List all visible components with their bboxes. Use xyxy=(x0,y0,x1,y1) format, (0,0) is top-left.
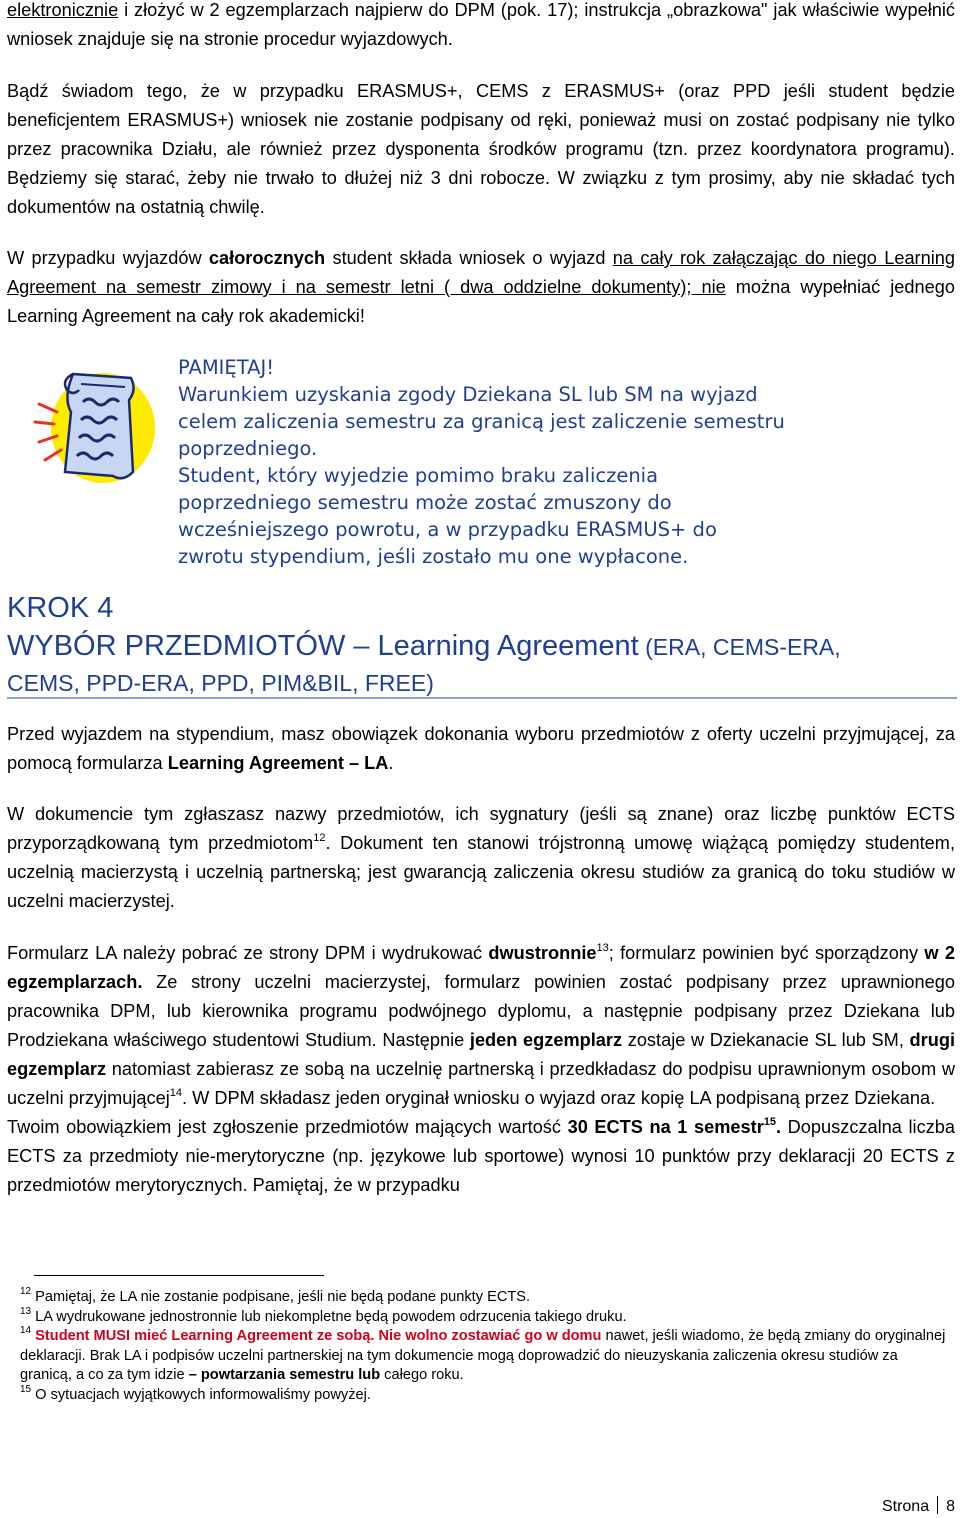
footnote-text: Pamiętaj, że LA nie zostanie podpisane, jeśli nie będą podane punkty ECTS. xyxy=(31,1289,531,1305)
bold-span: drugi egzemplarz xyxy=(7,1030,955,1079)
page-number-footer xyxy=(882,1496,955,1516)
footnote-text: całego roku. xyxy=(380,1367,464,1383)
footnote-text: O sytuacjach wyjątkowych informowaliśmy powyżej. xyxy=(31,1386,371,1403)
bold-span: 30 ECTS na 1 semestr xyxy=(567,1117,764,1137)
heading-step-number: KROK 4 xyxy=(7,592,114,624)
section-heading-krok-4 xyxy=(7,590,955,699)
remember-line: Student, który wyjedzie pomimo braku zaliczenia xyxy=(178,464,659,487)
footnote-warning: Student MUSI mieć Learning Agreement ze sobą. xyxy=(31,1328,375,1344)
footnote-ref-12[interactable]: 12 xyxy=(313,831,326,844)
footnote-number: 12 xyxy=(20,1286,32,1298)
page-number: 8 xyxy=(946,1498,955,1515)
remember-line: celem zaliczenia semestru za granicą jest zaliczenie semestru xyxy=(178,410,785,433)
footer-separator xyxy=(937,1496,938,1514)
heading-title-programs: (ERA, CEMS-ERA, xyxy=(638,634,841,660)
remember-line: poprzedniego semestru może zostać zmuszony do xyxy=(178,491,672,514)
paragraph-application-submission xyxy=(7,0,955,54)
paragraph-full-year-trips xyxy=(7,244,955,331)
text-span: można wypełniać jednego Learning Agreement na cały rok akademicki! xyxy=(7,277,955,326)
heading-title xyxy=(7,626,955,667)
text-span: student składa wniosek o wyjazd xyxy=(325,248,613,268)
remember-heading: PAMIĘTAJ! xyxy=(178,356,275,379)
footnote-separator xyxy=(34,1275,324,1276)
text-span: Formularz LA należy pobrać ze strony DPM i wydrukować xyxy=(7,943,489,963)
text-span: zostaje w Dziekanacie SL lub SM, xyxy=(622,1030,910,1050)
remember-text xyxy=(178,354,938,570)
text-span: natomiast zabierasz ze sobą na uczelnię partnerską i przedkładasz do podpisu uprawnionym osobom w uczelni przyjmującej xyxy=(7,1059,955,1108)
text-span: W przypadku wyjazdów xyxy=(7,248,209,268)
footnote-bold: – powtarzania semestru lub xyxy=(188,1367,381,1383)
heading-divider xyxy=(7,697,957,699)
footnote-ref-14[interactable]: 14 xyxy=(169,1086,182,1099)
paragraph-erasmus-signature: Bądź świadom tego, że w przypadku ERASMUS+, CEMS z ERASMUS+ (oraz PPD jeśli student będzie beneficjentem ERASMUS+) wniosek nie zostanie podpisany od ręki, ponieważ musi on zostać podpisany nie tylko przez pracownika Działu, ale również przez dysponenta środków programu (tzn. przez koordynatora programu). Będziemy się starać, żeby nie trwało to dłużej niż 3 dni robocze. W związku z tym prosimy, aby nie składać tych dokumentów na ostatnią chwilę. xyxy=(7,81,955,217)
memo-note-icon xyxy=(33,360,163,490)
text-span: . xyxy=(388,753,394,773)
paragraph-la-obligation xyxy=(7,720,955,778)
footnote-number: 14 xyxy=(20,1325,32,1337)
remember-line: zwrotu stypendium, jeśli zostało mu one wypłacone. xyxy=(178,545,689,568)
text-span: ; formularz powinien być sporządzony xyxy=(608,943,925,963)
text-span: Przed wyjazdem na stypendium, masz obowiązek dokonania wyboru przedmiotów z oferty uczelni przyjmującej, za pomocą formularza xyxy=(7,724,955,773)
footnote-number: 13 xyxy=(20,1305,32,1317)
bold-span: jeden egzemplarz xyxy=(469,1030,623,1050)
footnote-warning: Nie wolno zostawiać go w domu xyxy=(374,1328,602,1344)
footnote-14 xyxy=(20,1327,950,1386)
footnote-text: nawet, jeśli wiadomo, że będą zmiany do oryginalnej deklaracji. Brak LA i podpisów uczelni partnerskiej na tym dokumencie mogą doprowadzić do nieuzyskania zaliczenia okresu studiów za granicą, a co za tym idzie xyxy=(20,1328,946,1383)
footnote-text: LA wydrukowane jednostronnie lub niekompletne będą powodem odrzucenia takiego druku. xyxy=(31,1308,627,1325)
paragraph-la-form xyxy=(7,939,955,1200)
bold-span: dwustronnie xyxy=(488,943,597,963)
remember-line: Warunkiem uzyskania zgody Dziekana SL lub SM na wyjazd xyxy=(178,383,758,406)
footnote-number: 15 xyxy=(20,1383,32,1395)
footnote-13 xyxy=(20,1305,950,1328)
heading-programs: CEMS, PPD-ERA, PPD, PIM&BIL, FREE) xyxy=(7,670,434,696)
footnote-ref-13[interactable]: 13 xyxy=(596,941,609,954)
page-label: Strona xyxy=(881,1498,930,1515)
footnote-12 xyxy=(20,1288,950,1308)
footnote-ref-15[interactable]: 15 xyxy=(763,1115,777,1128)
bold-span: w 2 egzemplarzach. xyxy=(7,943,955,992)
text-span: W dokumencie tym zgłaszasz nazwy przedmiotów, ich sygnatury (jeśli są znane) oraz liczbę punktów ECTS przyporządkowaną tym przedmiotom xyxy=(7,804,955,853)
remember-line: poprzedniego. xyxy=(178,437,318,460)
text-span: . W DPM składasz jeden oryginał wniosku o wyjazd oraz kopię LA podpisaną przez Dziekana. xyxy=(182,1088,936,1108)
paragraph-text: i złożyć w 2 egzemplarzach najpierw do DPM (pok. 17); instrukcja „obrazkowa" jak właściwie wypełnić wniosek znajduje się na stronie procedur wyjazdowych. xyxy=(7,0,955,49)
footnotes xyxy=(20,1288,950,1405)
remember-line: wcześniejszego powrotu, a w przypadku ERASMUS+ do xyxy=(178,518,717,541)
text-span: Ze strony uczelni macierzystej, formularz powinien zostać podpisany przez uprawnionego pracownika DPM, lub kierownika programu podwójnego dyplomu, a następnie podpisany przez Dziekana lub Prodziekana właściwego studentowi Studium. Następnie xyxy=(7,972,955,1050)
underlined-span: na cały rok załączając do niego Learning Agreement na semestr zimowy i na semestr letni ( dwa oddzielne dokumenty); nie xyxy=(7,248,955,297)
text-span: . Dokument ten stanowi trójstronną umowę wiążącą pomiędzy studentem, uczelnią macierzystą i uczelnią partnerską; jest gwarancją zaliczenia okresu studiów za granicą do toku studiów w uczelni macierzystej. xyxy=(7,833,955,911)
paragraph-la-contents xyxy=(7,800,955,916)
bold-span: . xyxy=(776,1117,782,1137)
text-span: Twoim obowiązkiem jest zgłoszenie przedmiotów mających wartość xyxy=(7,1117,568,1137)
bold-span: Learning Agreement – LA xyxy=(167,753,389,773)
heading-title-main: WYBÓR PRZEDMIOTÓW – Learning Agreement xyxy=(7,630,639,662)
footnote-15 xyxy=(20,1383,950,1406)
text-span: Dopuszczalna liczba ECTS za przedmioty nie-merytoryczne (np. językowe lub sportowe) wynosi 10 punktów przy deklaracji 20 ECTS z przedmiotów merytorycznych. Pamiętaj, że w przypadku xyxy=(7,1117,955,1195)
remember-callout xyxy=(7,354,955,574)
link-elektronicznie[interactable]: elektronicznie xyxy=(7,0,119,20)
bold-span: całorocznych xyxy=(208,248,326,268)
